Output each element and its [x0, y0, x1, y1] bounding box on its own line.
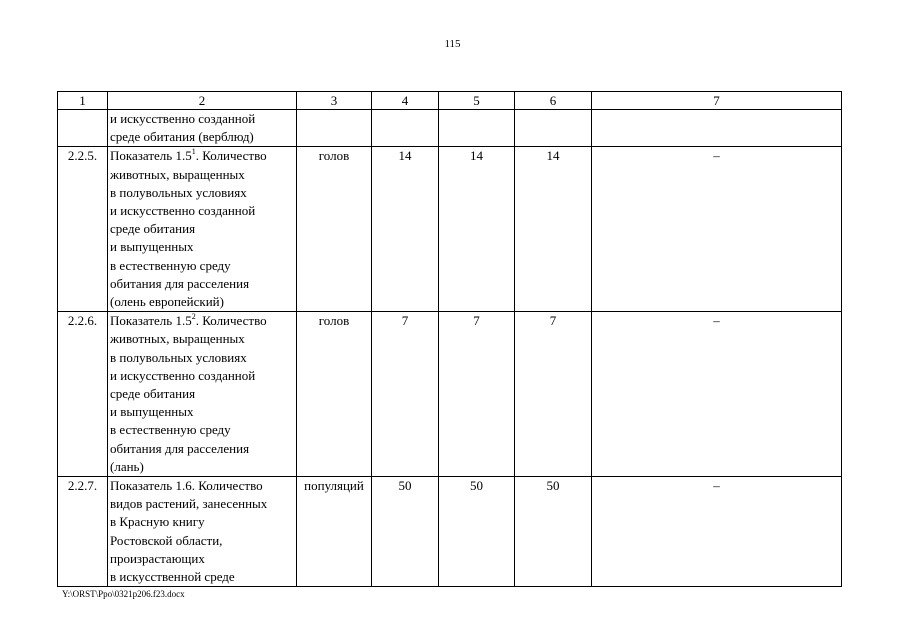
indicator-suffix: . Количество	[195, 148, 267, 164]
column-header: 1	[58, 92, 108, 110]
name-line: и выпущенных	[110, 404, 194, 420]
column-header: 7	[592, 92, 842, 110]
name-line: видов растений, занесенных	[110, 496, 268, 512]
value-cell: 7	[439, 312, 515, 477]
name-line: обитания для расселения	[110, 440, 250, 456]
name-line: в полувольных условиях	[110, 349, 247, 365]
table-header-row	[58, 92, 842, 110]
column-header: 6	[515, 92, 592, 110]
row-number: 2.2.7.	[58, 477, 108, 587]
indicator-prefix: Показатель 1.5	[110, 148, 192, 164]
value-cell: 50	[372, 477, 439, 587]
indicator-name	[108, 147, 297, 312]
note-cell: –	[592, 147, 842, 312]
indicator-name	[108, 110, 297, 147]
table-row	[58, 312, 842, 477]
table-row	[58, 477, 842, 587]
unit-cell	[297, 110, 372, 147]
name-line: (олень европейский)	[110, 294, 224, 310]
indicator-superscript: 1	[191, 147, 196, 157]
indicator-title	[110, 312, 294, 330]
name-line: среде обитания	[110, 221, 196, 237]
indicator-superscript: 2	[191, 312, 196, 322]
indicator-suffix: . Количество	[195, 313, 267, 329]
value-cell: 50	[515, 477, 592, 587]
value-cell	[372, 110, 439, 147]
name-line: животных, выращенных	[110, 331, 245, 347]
name-line: среде обитания (верблюд)	[110, 129, 254, 145]
indicator-name	[108, 477, 297, 587]
name-line: Ростовской области,	[110, 532, 223, 548]
name-line: обитания для расселения	[110, 275, 250, 291]
value-cell	[515, 110, 592, 147]
name-line: в полувольных условиях	[110, 184, 247, 200]
value-cell: 7	[515, 312, 592, 477]
name-line: среде обитания	[110, 386, 196, 402]
indicators-table	[57, 91, 842, 587]
name-line: и выпущенных	[110, 239, 194, 255]
value-cell: 50	[439, 477, 515, 587]
name-line: в естественную среду	[110, 257, 231, 273]
indicator-title	[110, 477, 294, 495]
column-header: 5	[439, 92, 515, 110]
indicator-prefix: Показатель 1.5	[110, 313, 192, 329]
name-line: в естественную среду	[110, 422, 231, 438]
value-cell: 14	[439, 147, 515, 312]
indicator-title	[110, 147, 294, 165]
note-cell	[592, 110, 842, 147]
note-cell: –	[592, 312, 842, 477]
unit-cell: голов	[297, 147, 372, 312]
indicator-prefix: Показатель 1.6. Количество	[110, 478, 263, 494]
value-cell: 14	[515, 147, 592, 312]
name-line: в Красную книгу	[110, 514, 205, 530]
table-row	[58, 147, 842, 312]
name-line: произрастающих	[110, 550, 205, 566]
table-row	[58, 110, 842, 147]
footer-file-path: Y:\ORST\Ppo\0321p206.f23.docx	[62, 589, 185, 599]
note-cell: –	[592, 477, 842, 587]
row-number	[58, 110, 108, 147]
value-cell: 14	[372, 147, 439, 312]
value-cell	[439, 110, 515, 147]
name-line: животных, выращенных	[110, 166, 245, 182]
unit-cell: голов	[297, 312, 372, 477]
name-line: и искусственно созданной	[110, 203, 256, 219]
indicator-name	[108, 312, 297, 477]
name-line: (лань)	[110, 458, 144, 474]
column-header: 4	[372, 92, 439, 110]
page-number: 115	[444, 38, 461, 50]
unit-cell: популяций	[297, 477, 372, 587]
column-header: 2	[108, 92, 297, 110]
value-cell: 7	[372, 312, 439, 477]
column-header: 3	[297, 92, 372, 110]
row-number: 2.2.5.	[58, 147, 108, 312]
name-line: и искусственно созданной	[110, 367, 256, 383]
name-line: в искусственной среде	[110, 569, 235, 585]
row-number: 2.2.6.	[58, 312, 108, 477]
name-line: и искусственно созданной	[110, 111, 256, 126]
